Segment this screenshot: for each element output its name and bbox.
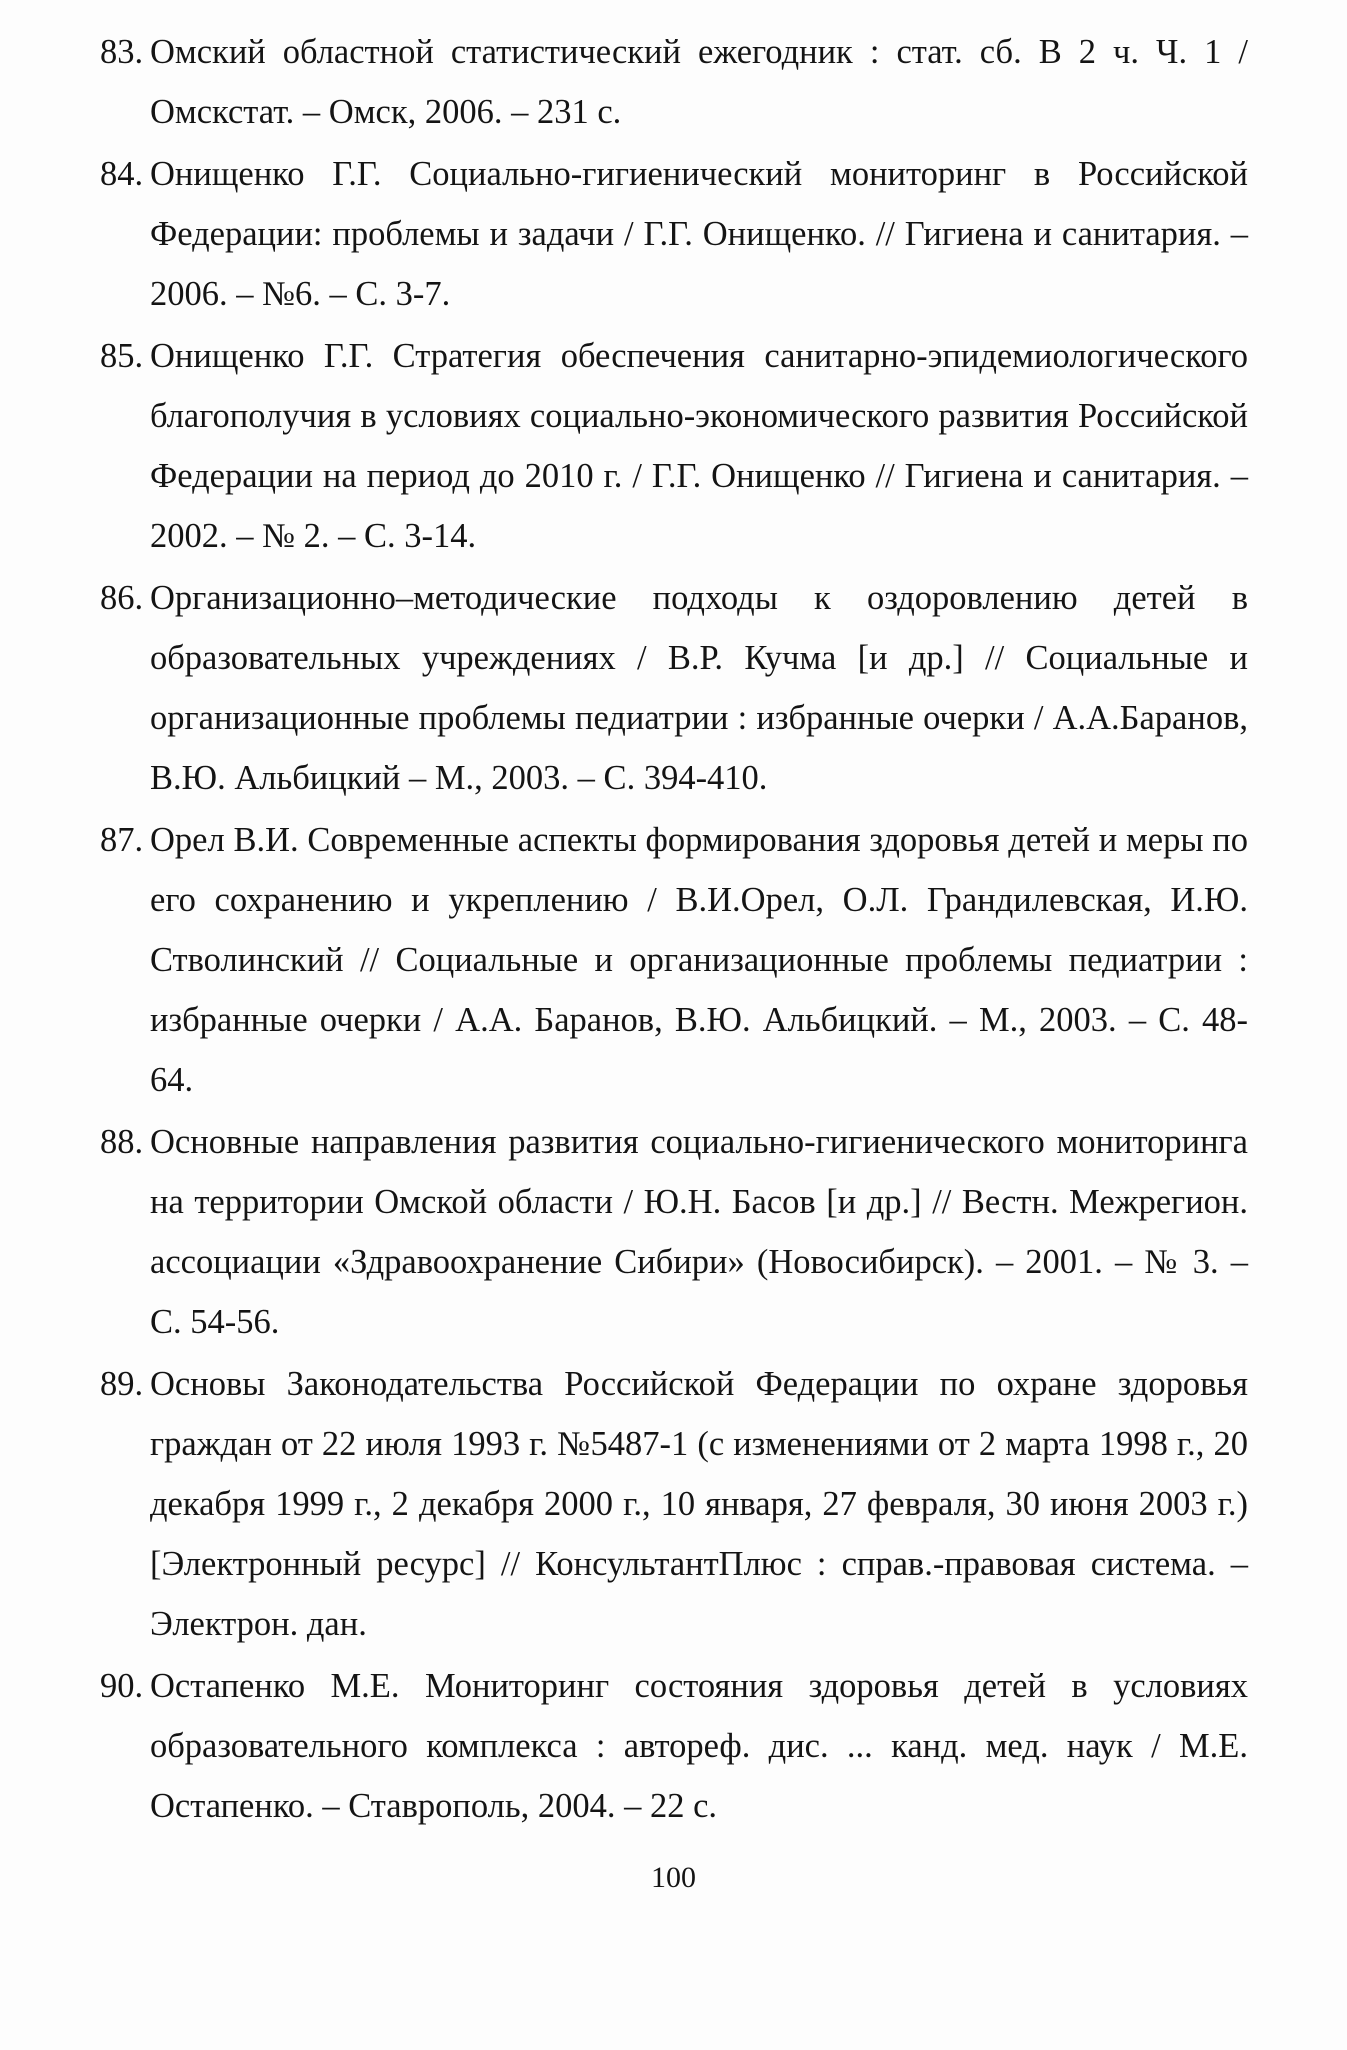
reference-number: 90. — [100, 1667, 144, 1705]
reference-text: Онищенко Г.Г. Стратегия обеспечения санитарно-эпидемиологического благополучия в условиях социально-экономического развития Российской Федерации на период до 2010 г. / Г.Г. Онищенко // Гигиена и санитария. – 2002. – № 2. – С. 3-14. — [150, 337, 1248, 555]
reference-text: Орел В.И. Современные аспекты формирования здоровья детей и меры по его сохранению и укреплению / В.И.Орел, О.Л. Грандилевская, И.Ю. Стволинский // Социальные и организационные проблемы педиатрии : избранные очерки / А.А. Баранов, В.Ю. Альбицкий. – М., 2003. – С. 48-64. — [150, 821, 1248, 1099]
page-number: 100 — [651, 1861, 696, 1894]
reference-number: 83. — [100, 33, 144, 71]
reference-number: 85. — [100, 337, 144, 375]
reference-item — [100, 568, 1248, 808]
reference-item — [100, 1354, 1248, 1654]
reference-number: 87. — [100, 821, 144, 859]
reference-item — [100, 1112, 1248, 1352]
reference-number: 89. — [100, 1365, 144, 1403]
reference-item — [100, 22, 1248, 142]
reference-number: 88. — [100, 1123, 144, 1161]
reference-text: Омский областной статистический ежегодник : стат. сб. В 2 ч. Ч. 1 / Омскстат. – Омск, 2006. – 231 с. — [150, 33, 1248, 131]
reference-number: 84. — [100, 155, 144, 193]
reference-list — [100, 22, 1248, 1838]
reference-item — [100, 810, 1248, 1110]
reference-item — [100, 144, 1248, 324]
reference-text: Остапенко М.Е. Мониторинг состояния здоровья детей в условиях образовательного комплекса : автореф. дис. ... канд. мед. наук / М.Е. Остапенко. – Ставрополь, 2004. – 22 с. — [150, 1667, 1248, 1825]
reference-text: Основные направления развития социально-гигиенического мониторинга на территории Омской области / Ю.Н. Басов [и др.] // Вестн. Межрегион. ассоциации «Здравоохранение Сибири» (Новосибирск). – 2001. – № 3. – С. 54-56. — [150, 1123, 1248, 1341]
reference-text: Основы Законодательства Российской Федерации по охране здоровья граждан от 22 июля 1993 г. №5487-1 (с изменениями от 2 марта 1998 г., 20 декабря 1999 г., 2 декабря 2000 г., 10 января, 27 февраля, 30 июня 2003 г.) [Электронный ресурс] // КонсультантПлюс : справ.-правовая система. – Электрон. дан. — [150, 1365, 1248, 1643]
reference-item — [100, 1656, 1248, 1836]
reference-text: Онищенко Г.Г. Социально-гигиенический мониторинг в Российской Федерации: проблемы и задачи / Г.Г. Онищенко. // Гигиена и санитария. – 2006. – №6. – С. 3-7. — [150, 155, 1248, 313]
reference-text: Организационно–методические подходы к оздоровлению детей в образовательных учреждениях / В.Р. Кучма [и др.] // Социальные и организационные проблемы педиатрии : избранные очерки / А.А.Баранов, В.Ю. Альбицкий – М., 2003. – С. 394-410. — [150, 579, 1248, 797]
reference-number: 86. — [100, 579, 144, 617]
reference-item — [100, 326, 1248, 566]
